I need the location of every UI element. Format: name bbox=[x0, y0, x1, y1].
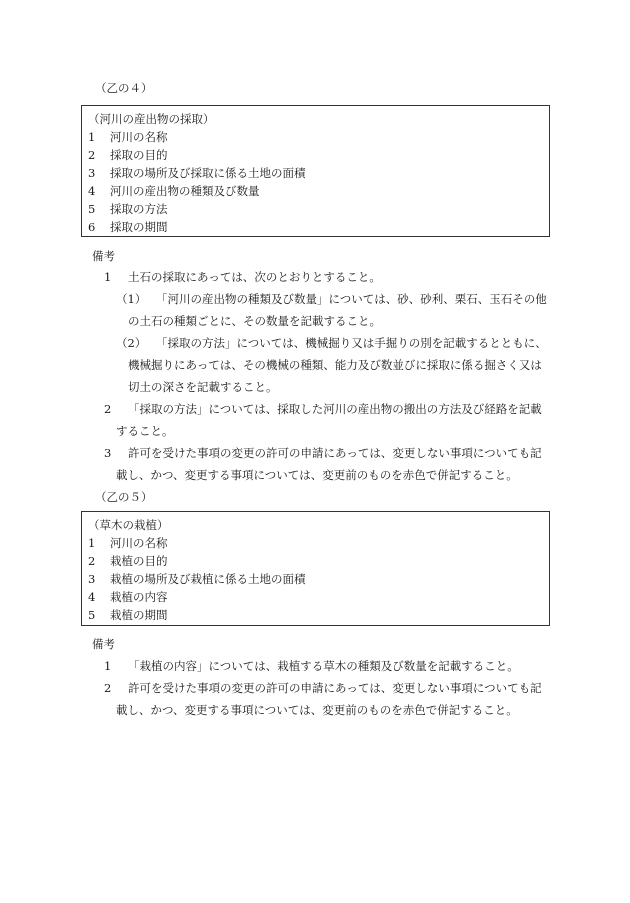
remark-subnote-cont: の土石の種類ごとに、その数量を記載すること。 bbox=[128, 314, 381, 328]
section-5-label: （乙の５） bbox=[95, 490, 153, 504]
list-item: 1 河川の名称 bbox=[88, 536, 168, 550]
list-item: 2 栽植の目的 bbox=[88, 554, 168, 568]
remark-subnote: （2） 「採取の方法」については、機械掘り又は手掘りの別を記載するとともに、 bbox=[116, 336, 547, 350]
remark-note: 1 「栽植の内容」については、栽植する草木の種類及び数量を記載すること。 bbox=[104, 659, 519, 673]
list-item: 6 採取の期間 bbox=[88, 220, 168, 234]
list-item: 2 採取の目的 bbox=[88, 148, 168, 162]
remark-subnote-cont: 切土の深さを記載すること。 bbox=[128, 380, 278, 394]
section-4-remarks-heading: 備考 bbox=[92, 249, 115, 263]
list-item: 5 採取の方法 bbox=[88, 202, 168, 216]
section-5-box bbox=[81, 511, 550, 626]
remark-note-cont: 載し、かつ、変更する事項については、変更前のものを赤色で併記すること。 bbox=[116, 468, 518, 482]
section-5-title: （草木の栽植） bbox=[88, 518, 169, 532]
remark-note-cont: 載し、かつ、変更する事項については、変更前のものを赤色で併記すること。 bbox=[116, 703, 518, 717]
list-item: 1 河川の名称 bbox=[88, 130, 168, 144]
list-item: 4 河川の産出物の種類及び数量 bbox=[88, 184, 260, 198]
section-4-label: （乙の４） bbox=[95, 81, 153, 95]
remark-subnote-cont: 機械掘りにあっては、その機械の種類、能力及び数並びに採取に係る掘さく又は bbox=[128, 358, 542, 372]
list-item: 4 栽植の内容 bbox=[88, 590, 168, 604]
remark-note-cont: すること。 bbox=[116, 424, 174, 438]
list-item: 5 栽植の期間 bbox=[88, 608, 168, 622]
remark-note: 2 「採取の方法」については、採取した河川の産出物の搬出の方法及び経路を記載 bbox=[104, 402, 542, 416]
list-item: 3 採取の場所及び採取に係る土地の面積 bbox=[88, 166, 306, 180]
remark-note: 2 許可を受けた事項の変更の許可の申請にあっては、変更しない事項についても記 bbox=[104, 681, 542, 695]
remark-note: 3 許可を受けた事項の変更の許可の申請にあっては、変更しない事項についても記 bbox=[104, 446, 542, 460]
remark-subnote: （1） 「河川の産出物の種類及び数量」については、砂、砂利、栗石、玉石その他 bbox=[116, 292, 547, 306]
section-5-remarks-heading: 備考 bbox=[92, 637, 115, 651]
section-4-title: （河川の産出物の採取） bbox=[88, 112, 215, 126]
section-4-box bbox=[81, 105, 550, 237]
remark-note: 1 土石の採取にあっては、次のとおりとすること。 bbox=[104, 270, 381, 284]
list-item: 3 栽植の場所及び栽植に係る土地の面積 bbox=[88, 572, 306, 586]
